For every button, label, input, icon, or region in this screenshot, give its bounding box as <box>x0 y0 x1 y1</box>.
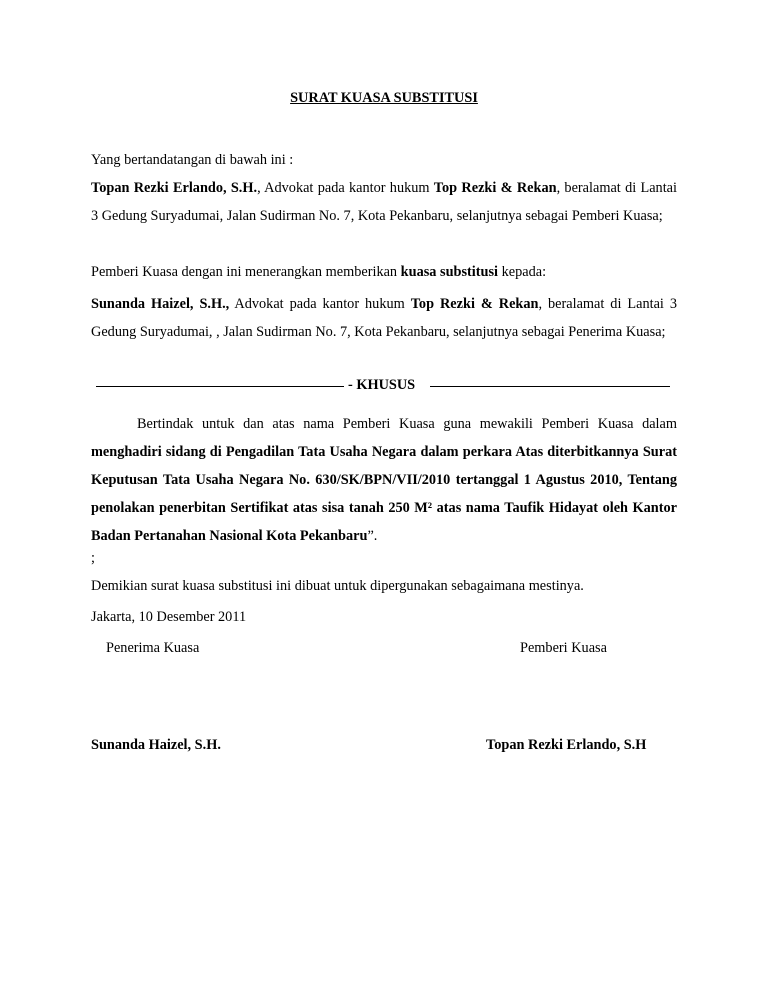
place-date: Jakarta, 10 Desember 2011 <box>91 609 247 625</box>
document-title: SURAT KUASA SUBSTITUSI <box>290 90 478 106</box>
statement-bold: kuasa substitusi <box>400 264 499 280</box>
mandate-paragraph <box>91 410 677 550</box>
grantor-paragraph <box>91 174 677 230</box>
statement-text-2: kepada: <box>498 264 547 280</box>
grantee-firm: Top Rezki & Rekan <box>410 296 539 312</box>
grantee-paragraph <box>91 290 677 346</box>
grantor-text-2: , beralamat di Lantai 3 Gedung Suryadumai, Jalan Sudirman No. 7, Kota Pekanbaru, selanjutnya sebagai Pemberi Kuasa; <box>91 180 678 224</box>
grantor-firm: Top Rezki & Rekan <box>433 180 557 196</box>
statement-text-1: Pemberi Kuasa dengan ini menerangkan memberikan <box>91 264 401 280</box>
grantor-signature-name: Topan Rezki Erlando, S.H <box>486 737 647 753</box>
grantor-name: Topan Rezki Erlando, S.H. <box>91 180 258 196</box>
statement-paragraph <box>91 258 677 286</box>
khusus-label: - KHUSUS <box>348 377 416 393</box>
khusus-separator <box>96 377 672 397</box>
mandate-close: ”. <box>367 528 378 544</box>
separator-rule-left <box>96 386 344 387</box>
grantee-signature-label: Penerima Kuasa <box>106 640 200 656</box>
semicolon-line: ; <box>91 550 95 566</box>
intro-paragraph: Yang bertandatangan di bawah ini : <box>91 152 294 168</box>
grantee-text-1: Advokat pada kantor hukum <box>229 296 411 312</box>
closing-paragraph: Demikian surat kuasa substitusi ini dibuat untuk dipergunakan sebagaimana mestinya. <box>91 578 584 594</box>
grantor-text-1: Advokat pada kantor hukum <box>260 180 434 196</box>
mandate-text-1: Bertindak untuk dan atas nama Pemberi Kuasa guna mewakili Pemberi Kuasa dalam <box>137 416 677 432</box>
separator-rule-right <box>430 386 670 387</box>
grantor-punct: , <box>257 180 261 196</box>
grantee-signature-name: Sunanda Haizel, S.H. <box>91 737 221 753</box>
grantee-text-2: , beralamat di Lantai 3 Gedung Suryadumai, , Jalan Sudirman No. 7, Kota Pekanbaru, selanjutnya sebagai Penerima Kuasa; <box>91 296 678 340</box>
mandate-bold: menghadiri sidang di Pengadilan Tata Usaha Negara dalam perkara Atas diterbitkannya Surat Keputusan Tata Usaha Negara No. 630/SK/BPN/VII/2010 tertanggal 1 Agustus 2010, Tentang penolakan penerbitan Sertifikat atas sisa tanah 250 M² atas nama Taufik Hidayat oleh Kantor Badan Pertanahan Nasional Kota Pekanbaru <box>91 444 677 544</box>
grantee-name: Sunanda Haizel, S.H., <box>91 296 230 312</box>
grantor-signature-label: Pemberi Kuasa <box>520 640 607 656</box>
